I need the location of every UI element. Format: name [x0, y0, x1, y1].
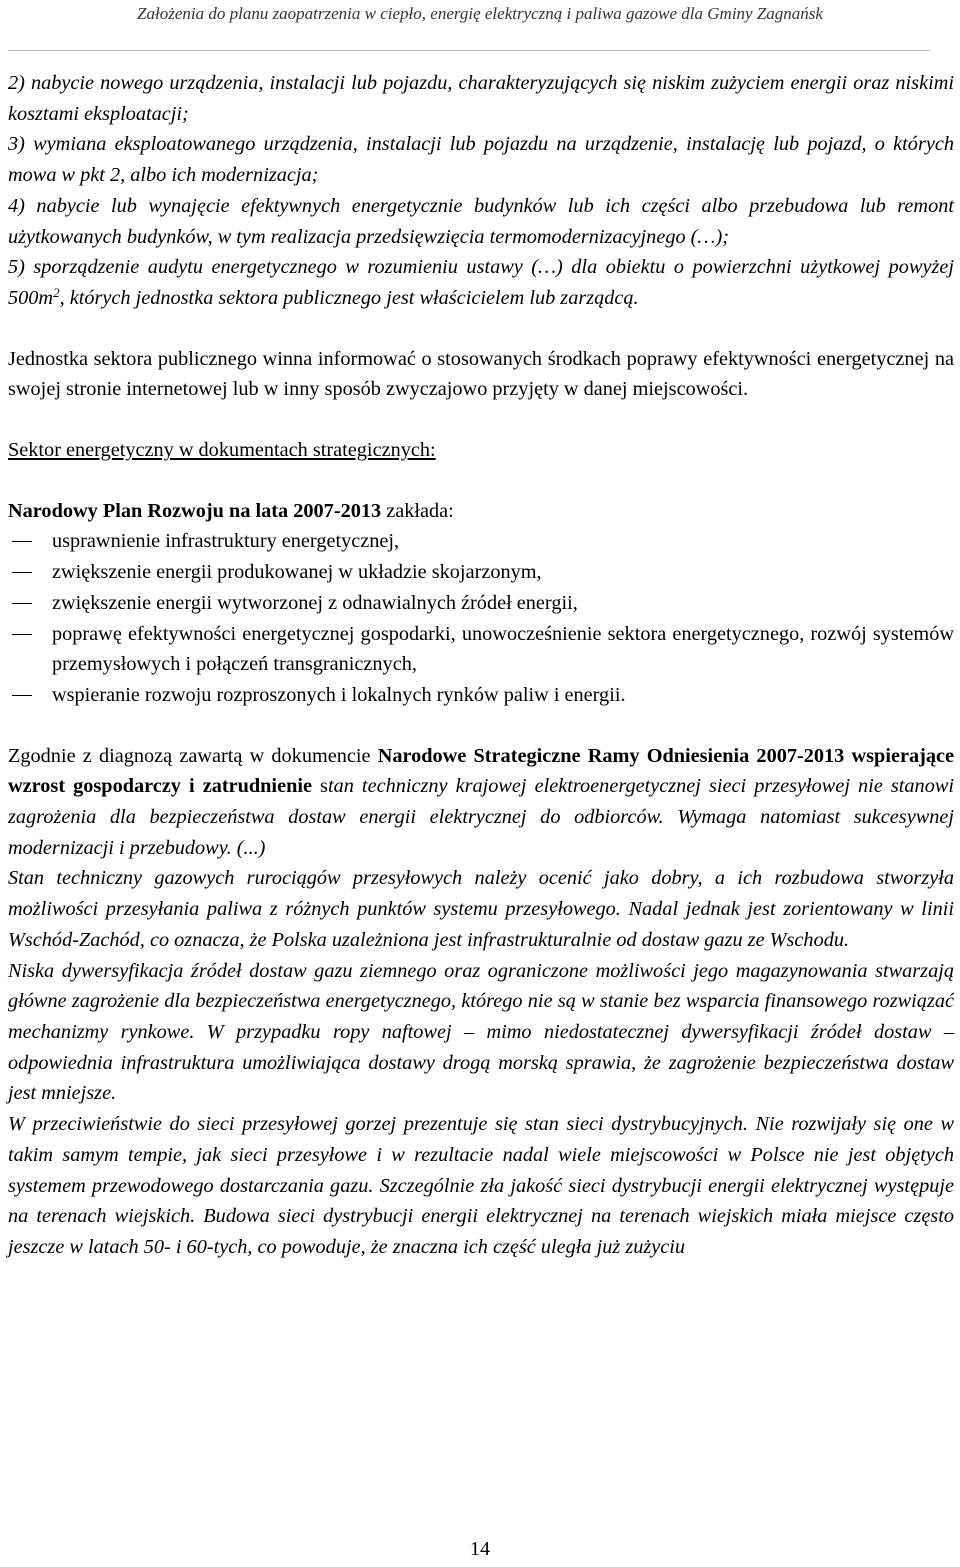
- list-item-2: 2) nabycie nowego urządzenia, instalacji lub pojazdu, charakteryzujących się niskim zużyciem energii oraz niskimi kosztami eksploatacji;: [8, 72, 954, 125]
- nsro-paragraph: [8, 741, 954, 864]
- list-item-5: [8, 252, 954, 313]
- document-title: Założenia do planu zaopatrzenia w ciepło, energię elektryczną i paliwa gazowe dla Gminy Zagnańsk: [137, 4, 823, 23]
- list-item: poprawę efektywności energetycznej gospodarki, unowocześnienie sektora energetycznego, rozwój systemów przemysłowych i połączeń transgranicznych,: [8, 619, 954, 680]
- npr-bullet-list: [8, 526, 954, 710]
- list-item: wspieranie rozwoju rozproszonych i lokalnych rynków paliw i energii.: [8, 680, 954, 711]
- list-item: usprawnienie infrastruktury energetycznej,: [8, 526, 954, 557]
- nsro-quote-2: Stan techniczny gazowych rurociągów przesyłowych należy ocenić jako dobry, a ich rozbudowa stworzyła możliwości przesyłania paliwa z różnych punktów systemu przesyłowego. Nadal jednak jest zorientowany w linii Wschód-Zachód, co oznacza, że Polska uzależniona jest infrastrukturalnie od dostaw gazu ze Wschodu.: [8, 867, 954, 951]
- npr-heading: [8, 496, 954, 527]
- nsro-quote-4: W przeciwieństwie do sieci przesyłowej gorzej prezentuje się stan sieci dystrybucyjnych. Nie rozwijały się one w takim samym tempie, jak sieci przesyłowe i w rezultacie nadal wiele miejscowości w Polsce nie jest objętych systemem przewodowego dostarczania gazu. Szczególnie zła jakość sieci dystrybucji energii elektrycznej występuje na terenach wiejskich. Budowa sieci dystrybucji energii elektrycznej na terenach wiejskich miała miejsce często jeszcze w latach 50- i 60-tych, co powoduje, że znaczna ich część uległa już zużyciu: [8, 1113, 954, 1258]
- nsro-document-title: Narodowe Strategiczne Ramy Odniesienia 2007-2013 wspierające wzrost gospodarczy i zatrudnienie: [8, 744, 954, 798]
- superscript-2: 2: [53, 284, 60, 300]
- section-heading: Sektor energetyczny w dokumentach strategicznych:: [8, 439, 436, 462]
- paragraph-info: Jednostka sektora publicznego winna informować o stosowanych środkach poprawy efektywności energetycznej na swojej stronie internetowej lub w inny sposób zwyczajowo przyjęty w danej miejscowości.: [8, 347, 954, 401]
- page-number: 14: [470, 1538, 490, 1560]
- list-item-5-text-end: , których jednostka sektora publicznego jest właścicielem lub zarządcą.: [59, 286, 639, 309]
- header-divider: [8, 50, 930, 51]
- list-item-4: 4) nabycie lub wynajęcie efektywnych energetycznie budynków lub ich części albo przebudowa lub remont użytkowanych budynków, w tym realizacja przedsięwzięcia termomodernizacyjnego (…);: [8, 194, 954, 248]
- nsro-quote-3: Niska dywersyfikacja źródeł dostaw gazu ziemnego oraz ograniczone możliwości jego magazynowania stwarzają główne zagrożenie dla bezpieczeństwa energetycznego, którego nie są w stanie bez wsparcia finansowego rozwiązać mechanizmy rynkowe. W przypadku ropy naftowej – mimo niedostatecznej dywersyfikacji źródeł dostaw – odpowiednia infrastruktura umożliwiająca dostawy drogą morską sprawia, że zagrożenie bezpieczeństwa dostaw jest mniejsze.: [8, 959, 954, 1105]
- npr-title: Narodowy Plan Rozwoju na lata 2007-2013: [8, 499, 382, 522]
- list-item-3: 3) wymiana eksploatowanego urządzenia, instalacji lub pojazdu na urządzenie, instalację lub pojazd, o których mowa w pkt 2, albo ich modernizacja;: [8, 133, 954, 187]
- page-content: [8, 68, 954, 1263]
- nsro-quote-1: tan techniczny krajowej elektroenergetycznej sieci przesyłowej nie stanowi zagrożenia dla bezpieczeństwa dostaw energii elektrycznej do odbiorców. Wymaga natomiast sukcesywnej modernizacji i przebudowy. (...): [8, 775, 954, 859]
- list-item: zwiększenie energii produkowanej w układzie skojarzonym,: [8, 557, 954, 588]
- list-item: zwiększenie energii wytworzonej z odnawialnych źródeł energii,: [8, 588, 954, 619]
- page-header: [0, 0, 960, 40]
- npr-title-rest: zakłada:: [381, 499, 454, 522]
- list-item-5-text: 5) sporządzenie audytu energetycznego w rozumieniu ustawy (…) dla obiektu o powierzchni użytkowej powyżej 500m: [8, 256, 954, 309]
- nsro-lead-s: s: [311, 775, 328, 798]
- nsro-lead: Zgodnie z diagnozą zawartą w dokumencie: [8, 744, 378, 767]
